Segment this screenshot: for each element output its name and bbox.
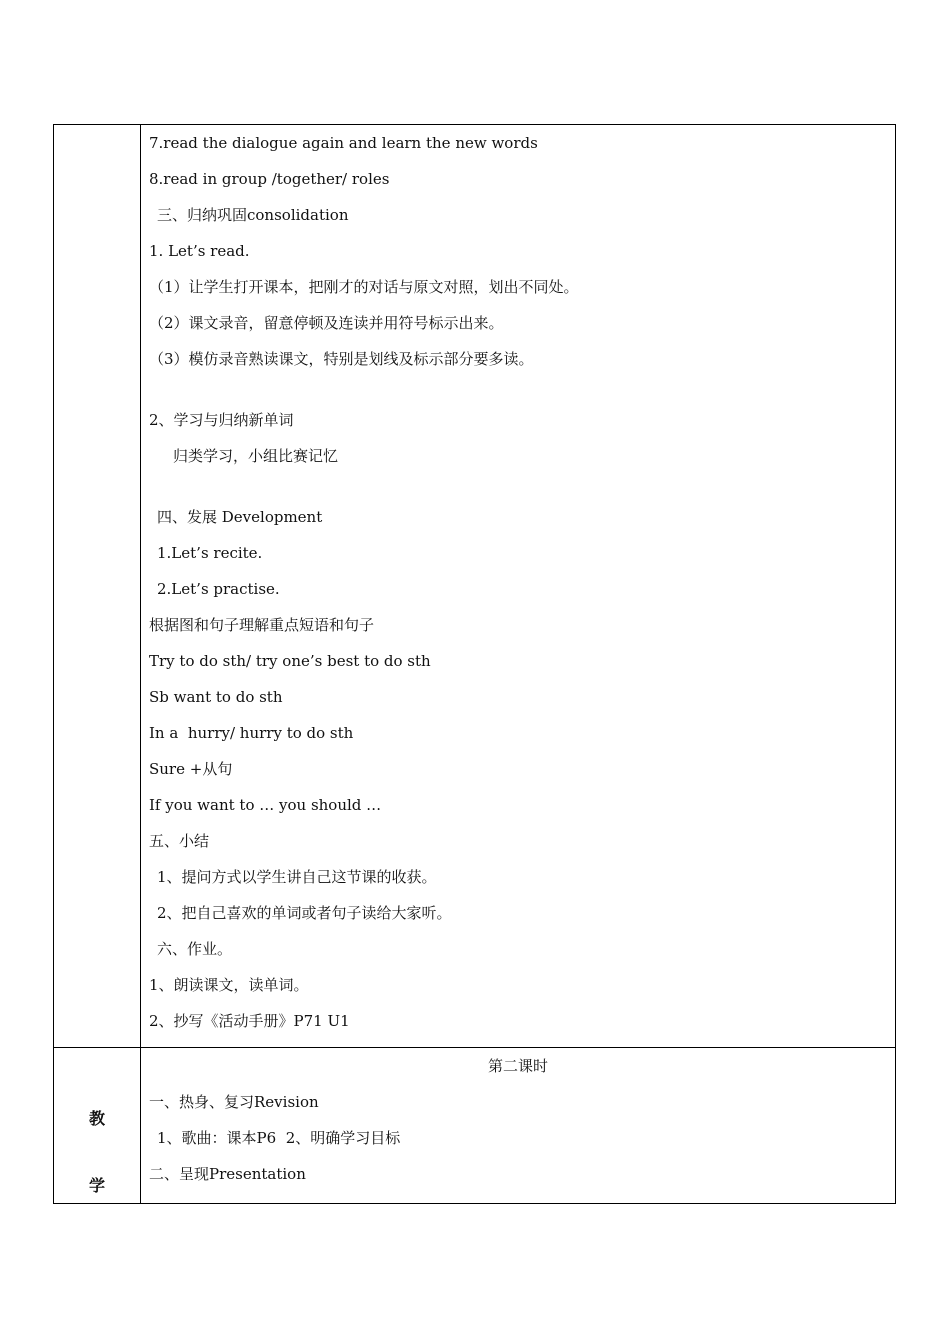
read-step-2: （2）课文录音，留意停顿及连读并用符号标示出来。	[149, 314, 504, 332]
step-8-line: 8.read in group /together/ roles	[149, 170, 390, 188]
phrase-try-line: Try to do sth/ try one’s best to do sth	[149, 652, 431, 670]
read-step-1: （1）让学生打开课本，把刚才的对话与原文对照，划出不同处。	[149, 278, 579, 296]
step-7-line: 7.read the dialogue again and learn the new words	[149, 134, 538, 152]
revision-heading: 一、热身、复习Revision	[149, 1093, 319, 1111]
phrase-if-line: If you want to … you should …	[149, 796, 382, 814]
lets-read-line: 1. Let’s read.	[149, 242, 250, 260]
lets-practise-line: 2.Let’s practise.	[157, 580, 280, 598]
lets-recite-line: 1.Let’s recite.	[157, 544, 263, 562]
row2-side-cell	[54, 1048, 141, 1204]
homework-item-1: 1、朗读课文，读单词。	[149, 976, 309, 994]
key-phrases-line: 根据图和句子理解重点短语和句子	[149, 616, 375, 634]
row1-content-cell	[141, 125, 896, 1048]
second-lesson-heading: 第二课时	[487, 1057, 548, 1075]
section-5-heading: 五、小结	[149, 832, 210, 850]
homework-item-2: 2、抄写《活动手册》P71 U1	[149, 1012, 350, 1030]
song-goal-line: 1、歌曲：课本P6 2、明确学习目标	[157, 1129, 401, 1147]
side-label-xue: 学	[88, 1176, 105, 1195]
new-words-line: 2、学习与归纳新单词	[149, 411, 294, 429]
side-label-jiao: 教	[88, 1109, 105, 1128]
lesson-plan-table	[53, 124, 896, 1204]
phrase-hurry-line: In a hurry/ hurry to do sth	[149, 724, 354, 742]
read-step-3: （3）模仿录音熟读课文，特别是划线及标示部分要多读。	[149, 350, 534, 368]
presentation-heading: 二、呈现Presentation	[149, 1165, 306, 1183]
group-memory-line: 归类学习，小组比赛记忆	[173, 447, 339, 465]
row1-side-cell	[54, 125, 141, 1048]
summary-item-2: 2、把自己喜欢的单词或者句子读给大家听。	[157, 904, 452, 922]
summary-item-1: 1、提问方式以学生讲自己这节课的收获。	[157, 868, 437, 886]
section-6-heading: 六、作业。	[157, 940, 233, 958]
phrase-sure-line: Sure +从句	[149, 760, 233, 778]
phrase-want-line: Sb want to do sth	[149, 688, 283, 706]
section-4-heading: 四、发展 Development	[157, 508, 323, 526]
row2-content-cell	[141, 1048, 896, 1204]
section-3-heading: 三、归纳巩固consolidation	[157, 206, 349, 224]
